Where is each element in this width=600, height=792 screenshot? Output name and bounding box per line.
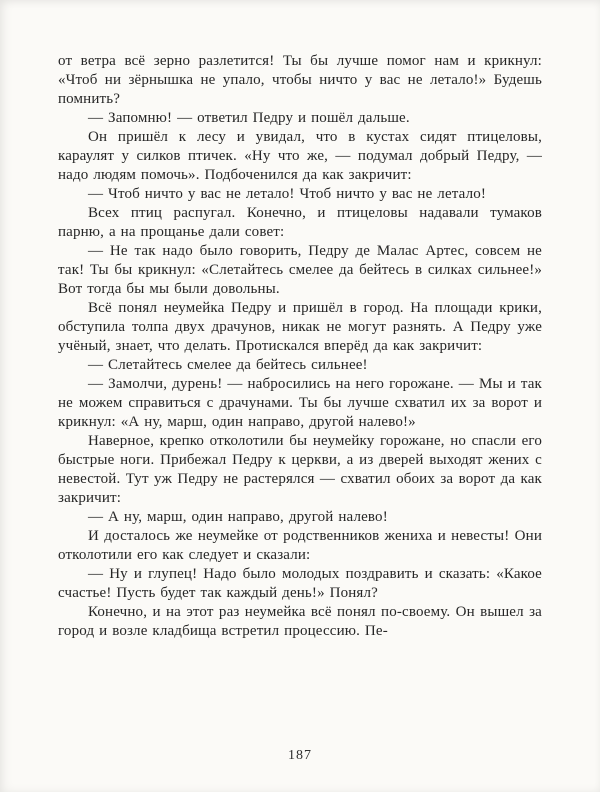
paragraph: — Замолчи, дурень! — набросились на него горожане. — Мы и так не можем справиться с драчунами. Ты бы лучше схватил их за ворот и крикнул: «А ну, марш, один направо, другой налево!» (58, 376, 542, 430)
paragraph: от ветра всё зерно разлетится! Ты бы лучше помог нам и крикнул: «Чтоб ни зёрнышка не упало, чтобы ничто у вас не летало!» Будешь помнить? (58, 53, 542, 107)
paragraph: Наверное, крепко отколотили бы неумейку горожане, но спасли его быстрые ноги. Прибежал Педру к церкви, а из дверей выходят жених с невестой. Тут уж Педру не растерялся — схватил обоих за ворот да как закричит: (58, 433, 542, 506)
paragraph: И досталось же неумейке от родственников жениха и невесты! Они отколотили его как следует и сказали: (58, 528, 542, 563)
page-number: 187 (288, 748, 312, 763)
paragraph: — Не так надо было говорить, Педру де Малас Артес, совсем не так! Ты бы крикнул: «Слетайтесь смелее да бейтесь в силках сильнее!» Вот тогда бы мы были довольны. (58, 243, 542, 297)
paragraph: — Слетайтесь смелее да бейтесь сильнее! (88, 357, 368, 373)
paragraph: — Ну и глупец! Надо было молодых поздравить и сказать: «Какое счастье! Пусть будет так каждый день!» Понял? (58, 566, 542, 601)
page-text (58, 52, 542, 641)
paragraph: Он пришёл к лесу и увидал, что в кустах сидят птицеловы, караулят у силков птичек. «Ну что же, — подумал добрый Педру, — надо людям помочь». Подбоченился да как закричит: (58, 129, 542, 183)
paragraph: Всё понял неумейка Педру и пришёл в город. На площади крики, обступила толпа двух драчунов, никак не могут разнять. А Педру уже учёный, знает, что делать. Протискался вперёд да как закричит: (58, 300, 542, 354)
paragraph: — Запомню! — ответил Педру и пошёл дальше. (88, 110, 410, 126)
paragraph: — Чтоб ничто у вас не летало! Чтоб ничто у вас не летало! (88, 186, 487, 202)
paragraph: Конечно, и на этот раз неумейка всё понял по-своему. Он вышел за город и возле кладбища встретил процессию. Пе- (58, 604, 542, 639)
paragraph: Всех птиц распугал. Конечно, и птицеловы надавали тумаков парню, а на прощанье дали совет: (58, 205, 542, 240)
paragraph: — А ну, марш, один направо, другой налево! (88, 509, 388, 525)
